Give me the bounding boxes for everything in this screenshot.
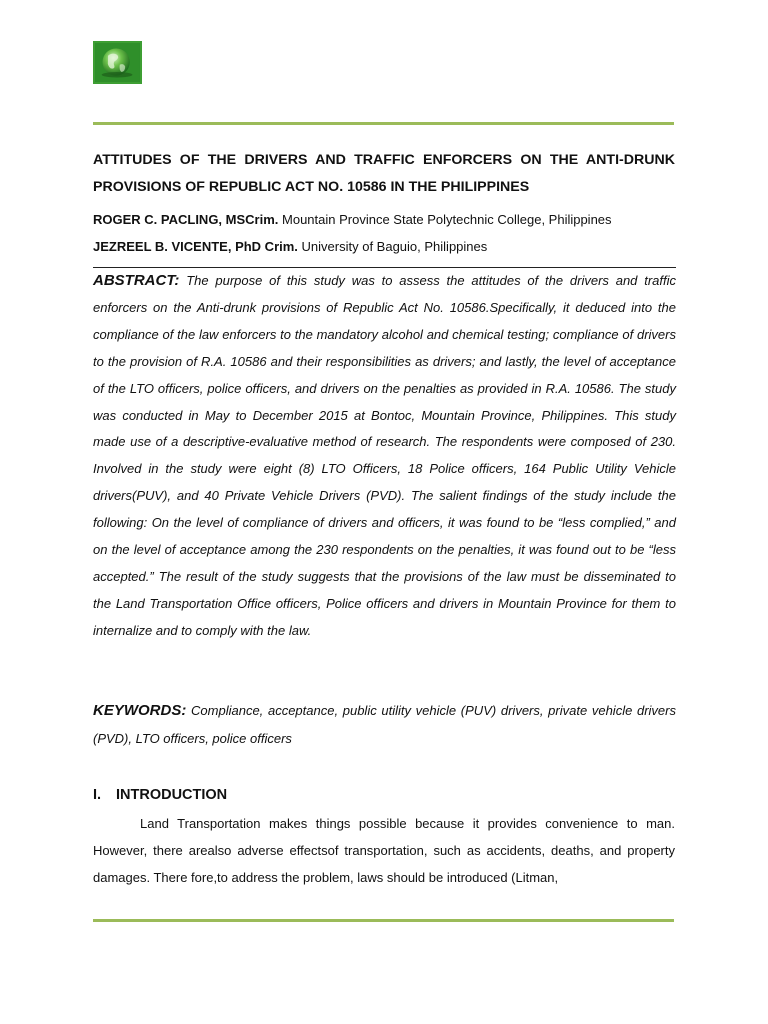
intro-paragraph: Land Transportation makes things possible because it provides convenience to man. However, there arealso adverse effectsof transportation, such as accidents, deaths, and property damages. There fore,to address the problem, laws should be introduced (Litman,: [93, 816, 675, 885]
logo: [93, 41, 142, 84]
author-name: ROGER C. PACLING, MSCrim.: [93, 212, 279, 227]
section-number: I.: [93, 787, 102, 803]
globe-icon: [95, 43, 140, 82]
paper-title: ATTITUDES OF THE DRIVERS AND TRAFFIC ENFORCERS ON THE ANTI-DRUNK PROVISIONS OF REPUBLIC ACT NO. 10586 IN THE PHILIPPINES: [93, 152, 675, 195]
author-affiliation: University of Baguio, Philippines: [301, 239, 488, 254]
author-line: [93, 239, 693, 255]
author-name: JEZREEL B. VICENTE, PhD Crim.: [93, 239, 298, 254]
section-title: INTRODUCTION: [116, 787, 228, 803]
header-rule: [93, 122, 674, 125]
author-affiliation: Mountain Province State Polytechnic College, Philippines: [282, 212, 612, 227]
abstract: [93, 268, 676, 645]
section-heading: [93, 786, 227, 804]
author-line: [93, 212, 693, 228]
abstract-label: ABSTRACT:: [93, 272, 180, 289]
abstract-text: The purpose of this study was to assess the attitudes of the drivers and traffic enforcers on the Anti-drunk provisions of Republic Act No. 10586.Specifically, it deduced into the compliance of the law enforcers to the mandatory alcohol and chemical testing; compliance of drivers to the provision of R.A. 10586 and their responsibilities as drivers; and lastly, the level of acceptance of the LTO officers, police officers, and drivers on the penalties as provided in R.A. 10586. The study was conducted in May to December 2015 at Bontoc, Mountain Province, Philippines. This study made use of a descriptive-evaluative method of research. The respondents were composed of 230. Involved in the study were eight (8) LTO Officers, 18 Police officers, 164 Public Utility Vehicle drivers(PUV), and 40 Private Vehicle Drivers (PVD). The salient findings of the study include the following: On the level of compliance of drivers and officers, it was found to be “less complied,” and on the level of acceptance among the 230 respondents on the penalties, it was found out to be “less accepted.” The result of the study suggests that the provisions of the law must be disseminated to the Land Transportation Office officers, Police officers and drivers in Mountain Province for them to internalize and to comply with the law.: [93, 273, 676, 638]
keywords-label: KEYWORDS:: [93, 702, 187, 719]
keywords: [93, 697, 676, 753]
keywords-text: Compliance, acceptance, public utility vehicle (PUV) drivers, private vehicle drivers (PVD), LTO officers, police officers: [93, 703, 676, 746]
footer-rule: [93, 919, 674, 922]
